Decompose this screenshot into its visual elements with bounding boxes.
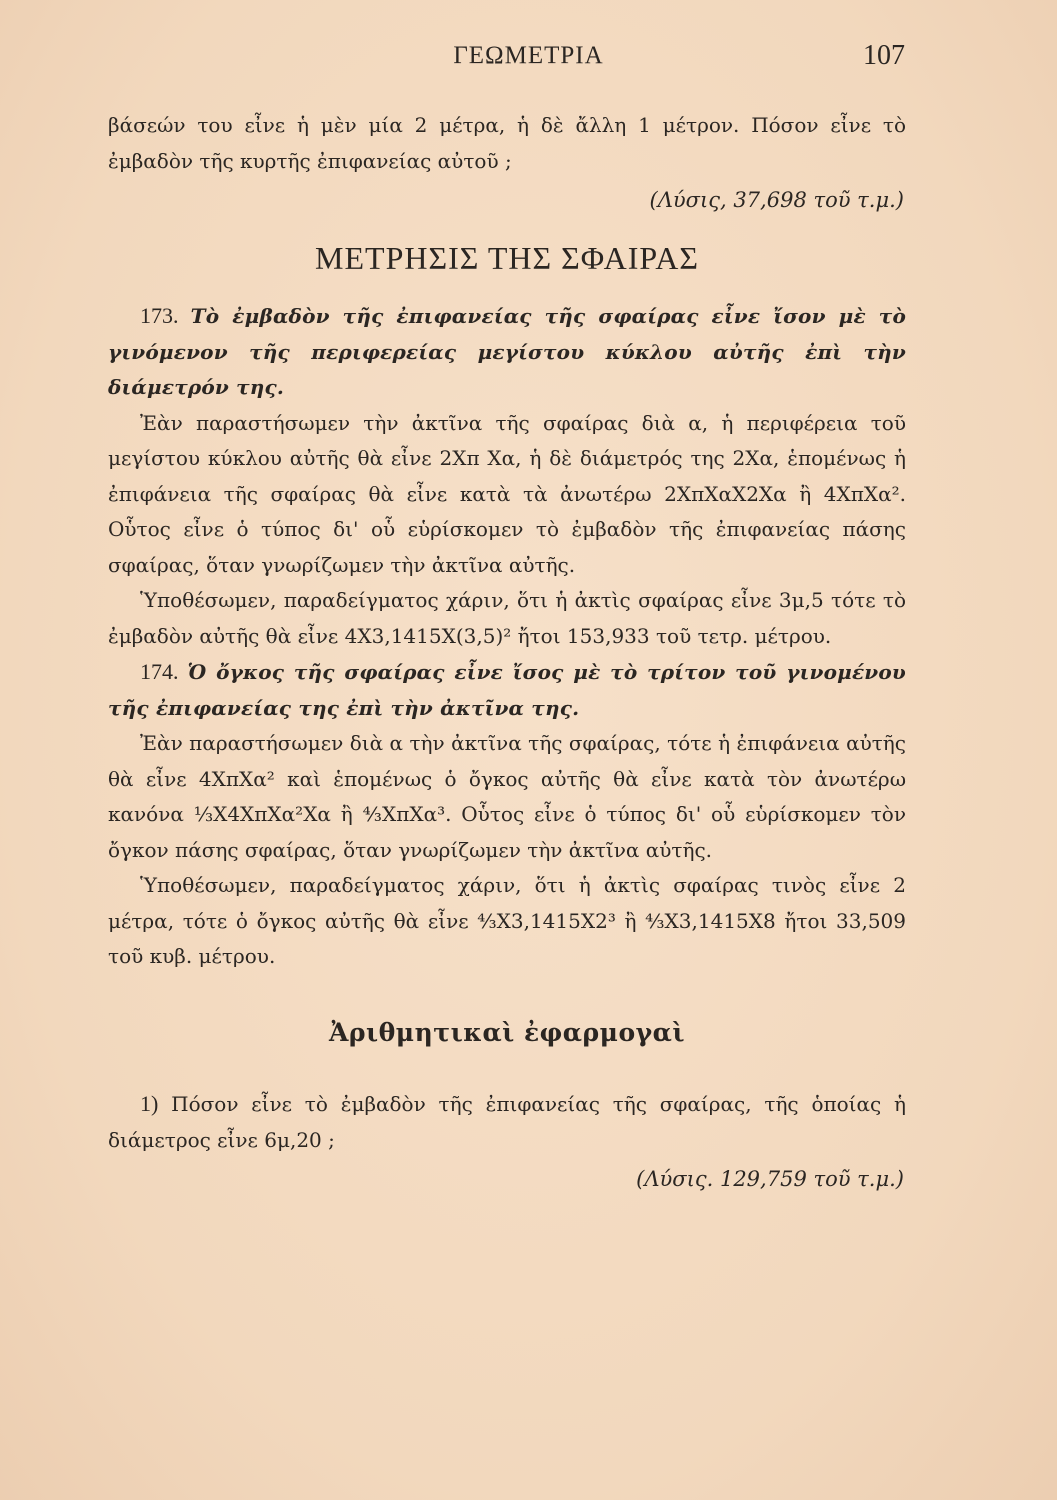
exercise-1-answer: (Λύσις. 129,759 τοῦ τ.μ.) xyxy=(636,1167,904,1191)
theorem-173 xyxy=(108,298,906,406)
paragraph-174-1: Ἐὰν παραστήσωμεν διὰ α τὴν ἀκτῖνα τῆς σφαίρας, τότε ἡ ἐπιφάνεια αὐτῆς θὰ εἶνε 4ΧπΧα² καὶ ἑπομένως ὁ ὄγκος αὐτῆς θὰ εἶνε κατὰ τὸν ἀνωτέρω κανόνα ⅓Χ4ΧπΧα²Χα ἢ ⁴⁄₃ΧπΧα³. Οὗτος εἶνε ὁ τύπος δι' οὗ εὑρίσκομεν τὸν ὄγκον πάσης σφαίρας, ὅταν γνωρίζωμεν τὴν ἀκτῖνα αὐτῆς. xyxy=(108,731,906,862)
page-number: 107 xyxy=(863,40,905,71)
exercise-1 xyxy=(108,1086,906,1158)
section-title: ΜΕΤΡΗΣΙΣ ΤΗΣ ΣΦΑΙΡΑΣ xyxy=(315,239,699,276)
running-title: ΓΕΩΜΕΤΡΙΑ xyxy=(453,42,604,69)
page-body xyxy=(108,108,906,1198)
theorem-173-text: Τὸ ἐμβαδὸν τῆς ἐπιφανείας τῆς σφαίρας εἶνε ἴσον μὲ τὸ γινόμενον τῆς περιφερείας μεγίστου κύκλου αὐτῆς ἐπὶ τὴν διάμετρόν της. xyxy=(108,304,906,399)
paragraph-173-1: Ἐὰν παραστήσωμεν τὴν ἀκτῖνα τῆς σφαίρας διὰ α, ἡ περιφέρεια τοῦ μεγίστου κύκλου αὐτῆς θὰ εἶνε 2Χπ Χα, ἡ δὲ διάμετρός της 2Χα, ἑπομένως ἡ ἐπιφάνεια τῆς σφαίρας θὰ εἶνε κατὰ τὰ ἀνωτέρω 2ΧπΧαΧ2Χα ἢ 4ΧπΧα². Οὗτος εἶνε ὁ τύπος δι' οὗ εὑρίσκομεν τὸ ἐμβαδὸν τῆς ἐπιφανείας πάσης σφαίρας, ὅταν γνωρίζωμεν τὴν ἀκτῖνα αὐτῆς. xyxy=(108,410,906,577)
section-number-173: 173. xyxy=(140,303,179,328)
theorem-174-text: Ὁ ὄγκος τῆς σφαίρας εἶνε ἴσος μὲ τὸ τρίτον τοῦ γινομένου τῆς ἐπιφανείας της ἐπὶ τὴν ἀκτῖνα της. xyxy=(108,660,906,720)
exercises-heading: Ἀριθμητικαὶ ἐφαρμογαὶ xyxy=(329,1017,685,1047)
intro-paragraph: βάσεών του εἶνε ἡ μὲν μία 2 μέτρα, ἡ δὲ ἄλλη 1 μέτρον. Πόσον εἶνε τὸ ἐμβαδὸν τῆς κυρτῆς ἐπιφανείας αὐτοῦ ; xyxy=(108,113,906,173)
intro-answer: (Λύσις, 37,698 τοῦ τ.μ.) xyxy=(649,188,904,212)
paragraph-173-2: Ὑποθέσωμεν, παραδείγματος χάριν, ὅτι ἡ ἀκτὶς σφαίρας εἶνε 3μ,5 τότε τὸ ἐμβαδὸν αὐτῆς θὰ εἶνε 4Χ3,1415Χ(3,5)² ἤτοι 153,933 τοῦ τετρ. μέτρου. xyxy=(108,588,906,648)
page-header xyxy=(0,40,1057,80)
section-number-174: 174. xyxy=(140,659,179,684)
paragraph-174-2: Ὑποθέσωμεν, παραδείγματος χάριν, ὅτι ἡ ἀκτὶς σφαίρας τινὸς εἶνε 2 μέτρα, τότε ὁ ὄγκος αὐτῆς θὰ εἶνε ⁴⁄₃Χ3,1415Χ2³ ἢ ⁴⁄₃Χ3,1415Χ8 ἤτοι 33,509 τοῦ κυβ. μέτρου. xyxy=(108,873,906,968)
exercise-1-number: 1) xyxy=(140,1091,159,1116)
theorem-174 xyxy=(108,654,906,726)
exercise-1-text: Πόσον εἶνε τὸ ἐμβαδὸν τῆς ἐπιφανείας τῆς σφαίρας, τῆς ὁποίας ἡ διάμετρος εἶνε 6μ,20 ; xyxy=(108,1092,907,1152)
